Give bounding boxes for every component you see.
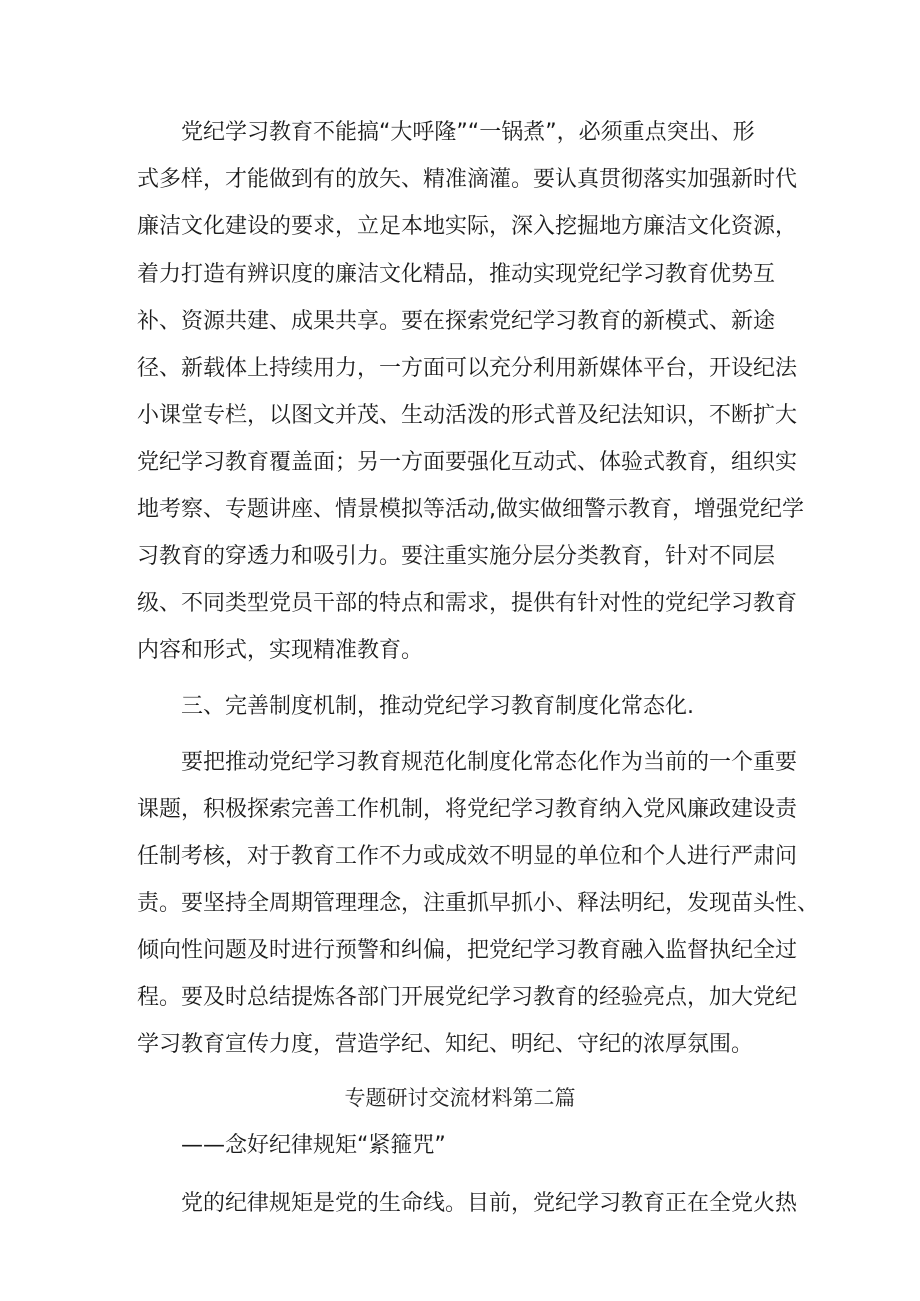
text-line: 习教育的穿透力和吸引力。要注重实施分层分类教育，针对不同层 bbox=[137, 544, 776, 569]
text-line: 廉洁文化建设的要求，立足本地实际，深入挖掘地方廉洁文化资源， bbox=[137, 214, 798, 239]
text-line: 程。要及时总结提炼各部门开展党纪学习教育的经验亮点，加大党纪 bbox=[137, 985, 798, 1010]
section-heading: 三、完善制度机制，推动党纪学习教育制度化常态化. bbox=[181, 694, 694, 719]
text-line: 要把推动党纪学习教育规范化制度化常态化作为当前的一个重要 bbox=[181, 750, 798, 775]
text-line: 课题，积极探索完善工作机制，将党纪学习教育纳入党风廉政建设责 bbox=[137, 797, 798, 822]
text-line: 倾向性问题及时进行预警和纠偏，把党纪学习教育融入监督执纪全过 bbox=[137, 938, 798, 963]
text-line: 小课堂专栏，以图文并茂、生动活泼的形式普及纪法知识，不断扩大 bbox=[137, 403, 798, 428]
section-title: 专题研讨交流材料第二篇 bbox=[344, 1086, 576, 1110]
text-line: 径、新载体上持续用力，一方面可以充分利用新媒体平台，开设纪法 bbox=[137, 356, 798, 381]
text-line: 着力打造有辨识度的廉洁文化精品，推动实现党纪学习教育优势互 bbox=[137, 262, 776, 287]
text-line: 式多样，才能做到有的放矢、精准滴灌。要认真贯彻落实加强新时代 bbox=[137, 167, 798, 192]
text-line: 内容和形式，实现精准教育。 bbox=[137, 638, 424, 663]
text-line: 党的纪律规矩是党的生命线。目前，党纪学习教育正在全党火热 bbox=[181, 1191, 798, 1216]
text-line: 任制考核，对于教育工作不力或成效不明显的单位和个人进行严肃问 bbox=[137, 844, 798, 869]
text-line: 党纪学习教育覆盖面；另一方面要强化互动式、体验式教育，组织实 bbox=[137, 450, 798, 475]
text-line: 地考察、专题讲座、情景模拟等活动,做实做细警示教育，增强党纪学 bbox=[137, 497, 804, 522]
subtitle: ——念好纪律规矩“紧箍咒” bbox=[181, 1133, 446, 1158]
text-line: 学习教育宣传力度，营造学纪、知纪、明纪、守纪的浓厚氛围。 bbox=[137, 1032, 754, 1057]
text-line: 党纪学习教育不能搞“大呼隆”“一锅煮”，必须重点突出、形 bbox=[181, 120, 755, 145]
text-line: 补、资源共建、成果共享。要在探索党纪学习教育的新模式、新途 bbox=[137, 309, 776, 334]
text-line: 责。要坚持全周期管理理念，注重抓早抓小、释法明纪，发现苗头性、 bbox=[137, 891, 820, 916]
text-line: 级、不同类型党员干部的特点和需求，提供有针对性的党纪学习教育 bbox=[137, 591, 798, 616]
